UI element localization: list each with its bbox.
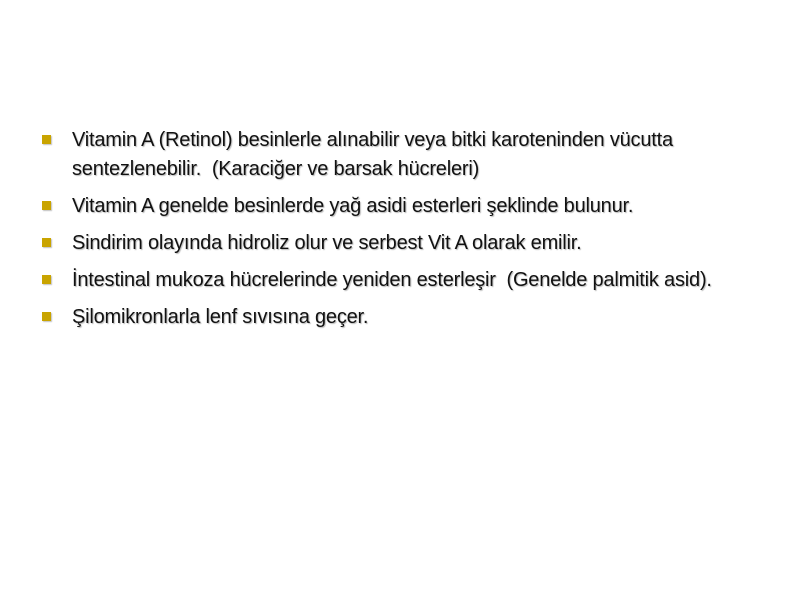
bullet-text-3: Sindirim olayında hidroliz olur ve serbest Vit A olarak emilir. [72,232,582,254]
square-bullet-icon [42,238,51,247]
square-bullet-icon [42,201,51,210]
bullet-item-1 [40,126,760,184]
bullet-item-3 [40,229,760,258]
bullet-text-2: Vitamin A genelde besinlerde yağ asidi esterleri şeklinde bulunur. [72,195,634,217]
bullet-text-1-line-2: sentezlenebilir. (Karaciğer ve barsak hücreleri) [72,158,480,180]
bullet-item-4 [40,266,760,295]
square-bullet-icon [42,312,51,321]
bullet-item-2 [40,192,760,221]
square-bullet-icon [42,135,51,144]
bullet-text-4: İntestinal mukoza hücrelerinde yeniden esterleşir (Genelde palmitik asid). [72,269,712,291]
bullet-item-5 [40,303,760,332]
bullet-list [40,126,760,340]
bullet-text-5: Şilomikronlarla lenf sıvısına geçer. [72,306,369,328]
bullet-text-1-line-1: Vitamin A (Retinol) besinlerle alınabilir veya bitki karoteninden vücutta [72,129,673,151]
square-bullet-icon [42,275,51,284]
